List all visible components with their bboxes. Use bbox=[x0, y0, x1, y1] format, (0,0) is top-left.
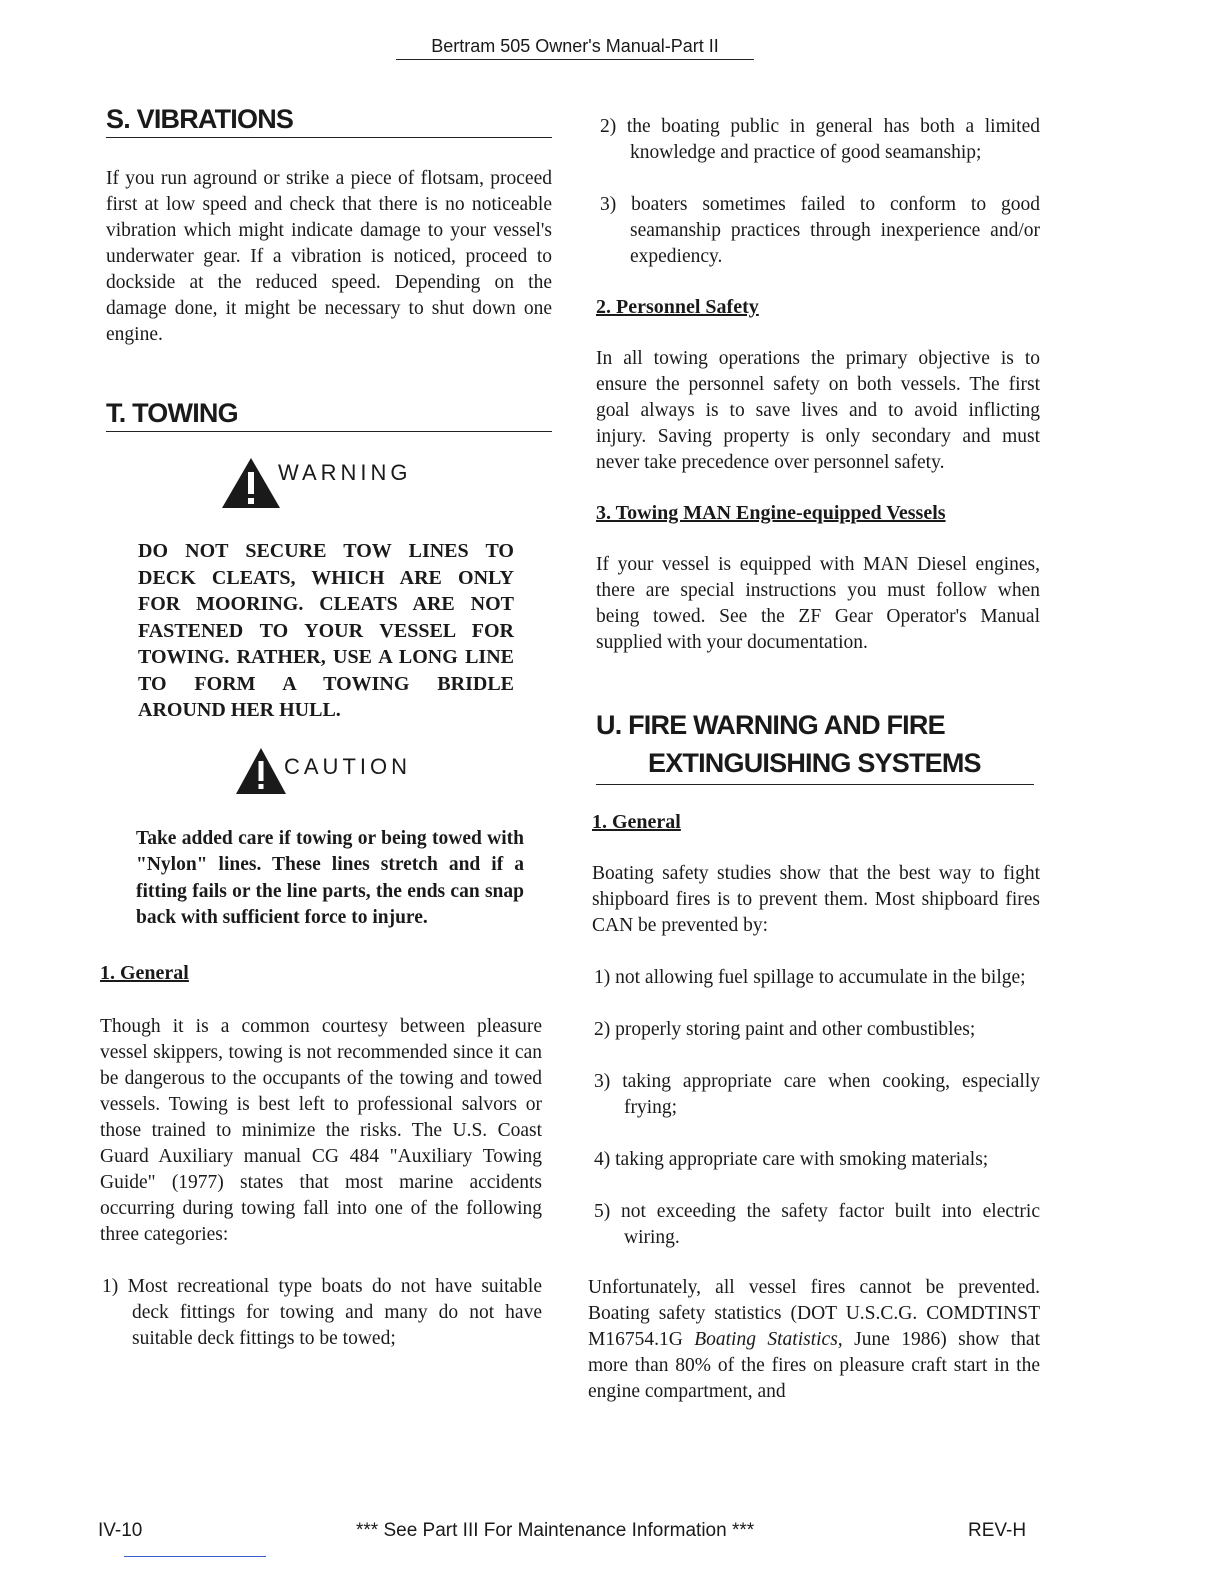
fire-general-heading: 1. General bbox=[592, 811, 681, 833]
fire-general-body: Boating safety studies show that the best way to fight shipboard fires is to prevent them. Most shipboard fires CAN be prevented by: bbox=[592, 863, 1040, 936]
fire-heading-line-2: EXTINGUISHING SYSTEMS bbox=[648, 748, 981, 778]
closing-text-after: June 1986) show that more than 80% of the fires on pleasure craft start in the engine compartment, and bbox=[588, 1329, 1041, 1402]
fire-closing-paragraph bbox=[588, 1275, 1040, 1405]
footer-note: *** See Part III For Maintenance Information *** bbox=[356, 1520, 755, 1541]
fire-list-item: 4) taking appropriate care with smoking materials; bbox=[594, 1149, 989, 1170]
footer-page-number: IV-10 bbox=[98, 1520, 143, 1541]
left-column bbox=[100, 104, 552, 1352]
man-engine-body: If your vessel is equipped with MAN Diesel engines, there are special instructions you must follow when being towed. See the ZF Gear Operator's Manual supplied with your documentation. bbox=[596, 554, 1040, 653]
page-header: Bertram 505 Owner's Manual-Part II bbox=[396, 36, 754, 60]
towing-general-heading: 1. General bbox=[100, 961, 189, 984]
closing-text-before: Unfortunately, all vessel fires cannot be prevented. Boating safety statistics (DOT U.S.C.G. COMDTINST M16754.1G bbox=[588, 1277, 1040, 1350]
fire-list-item: 3) taking appropriate care when cooking, especially frying; bbox=[594, 1071, 1040, 1118]
warning-text: DO NOT SECURE TOW LINES TO DECK CLEATS, WHICH ARE ONLY FOR MOORING. CLEATS ARE NOT FASTENED TO YOUR VESSEL FOR TOWING. RATHER, USE A LONG LINE TO FORM A TOWING BRIDLE AROUND HER HULL. bbox=[138, 540, 514, 721]
footer-rule bbox=[124, 1556, 266, 1557]
section-heading-vibrations: S. VIBRATIONS bbox=[106, 104, 552, 138]
warning-banner bbox=[220, 456, 552, 510]
right-column bbox=[588, 104, 1040, 1405]
personnel-safety-body: In all towing operations the primary objective is to ensure the personnel safety on both vessels. The first goal always is to save lives and to avoid inflicting injury. Saving property is only secondary and must never take precedence over personnel safety. bbox=[596, 348, 1040, 473]
caution-text: Take added care if towing or being towed with "Nylon" lines. These lines stretch and if a fitting fails or the line parts, the ends can snap back with sufficient force to injure. bbox=[136, 827, 524, 928]
fire-list-item: 1) not allowing fuel spillage to accumulate in the bilge; bbox=[594, 967, 1026, 988]
towing-list-item-2: 2) the boating public in general has both a limited knowledge and practice of good seamanship; bbox=[600, 116, 1040, 163]
towing-list-item-1: 1) Most recreational type boats do not have suitable deck fittings for towing and many do not have suitable deck fittings to be towed; bbox=[102, 1275, 542, 1349]
caution-label: CAUTION bbox=[284, 753, 411, 779]
footer-revision: REV-H bbox=[968, 1520, 1027, 1541]
vibrations-body: If you run aground or strike a piece of flotsam, proceed first at low speed and check that there is no noticeable vibration which might indicate damage to your vessel's underwater gear. If a vibration is noticed, proceed to dockside at the reduced speed. Depending on the damage done, it might be necessary to shut down one engine. bbox=[106, 168, 552, 345]
section-heading-towing: T. TOWING bbox=[106, 398, 552, 432]
caution-triangle-icon bbox=[234, 746, 288, 796]
personnel-safety-heading: 2. Personnel Safety bbox=[596, 296, 759, 318]
caution-banner bbox=[234, 746, 552, 796]
fire-heading-line-1: U. FIRE WARNING AND FIRE bbox=[596, 710, 945, 740]
warning-triangle-icon bbox=[220, 456, 282, 510]
section-heading-fire bbox=[596, 706, 1034, 785]
towing-general-body: Though it is a common courtesy between pleasure vessel skippers, towing is not recommended since it can be dangerous to the occupants of the towing and towed vessels. Towing is best left to professional salvors or those trained to minimize the risks. The U.S. Coast Guard Auxiliary manual CG 484 "Auxiliary Towing Guide" (1977) states that most marine accidents occurring during towing fall into one of the following three categories: bbox=[100, 1015, 542, 1245]
man-engine-heading: 3. Towing MAN Engine-equipped Vessels bbox=[596, 502, 946, 524]
closing-text-italic: Boating Statistics, bbox=[694, 1329, 843, 1350]
towing-list-item-3: 3) boaters sometimes failed to conform to good seamanship practices through inexperience and/or expediency. bbox=[600, 194, 1040, 267]
fire-list-item: 5) not exceeding the safety factor built into electric wiring. bbox=[594, 1201, 1040, 1248]
warning-label: WARNING bbox=[278, 460, 412, 485]
fire-list-item: 2) properly storing paint and other combustibles; bbox=[594, 1019, 976, 1040]
